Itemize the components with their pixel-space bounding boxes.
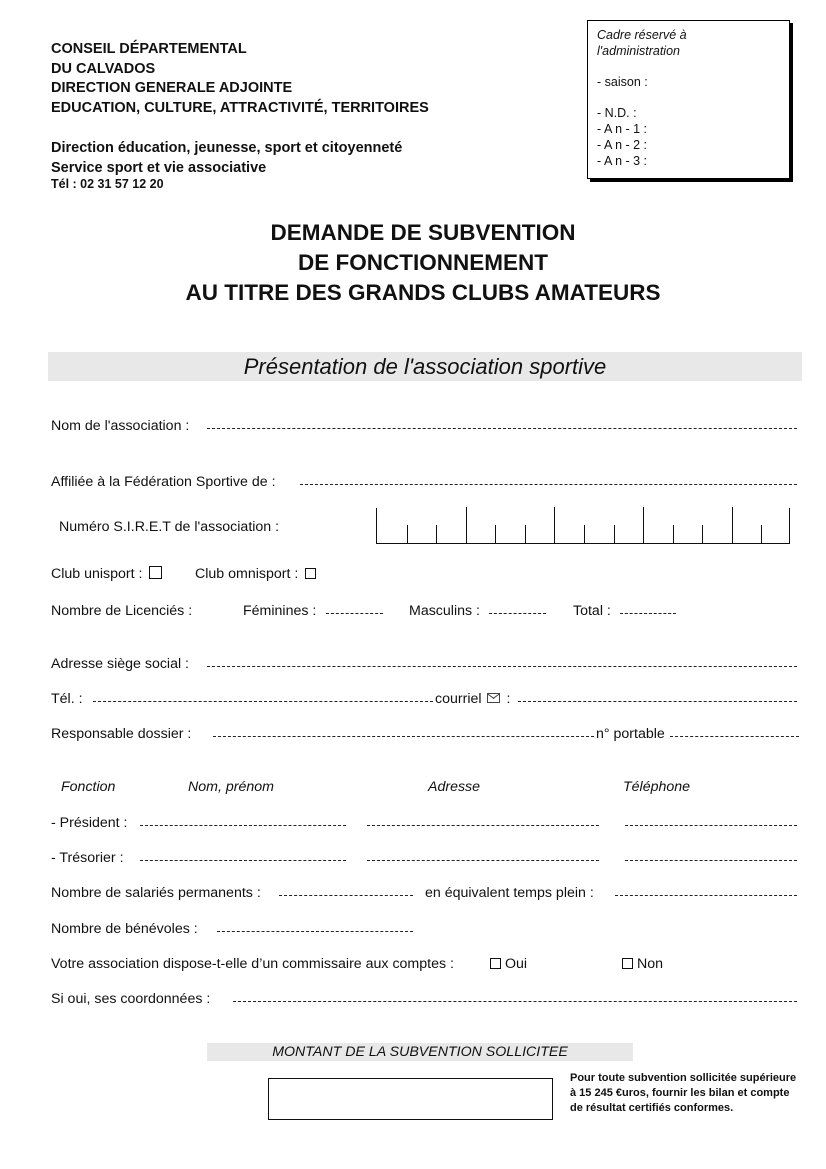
equivalent-field[interactable] xyxy=(615,895,797,896)
non-label: Non xyxy=(637,956,664,972)
siret-tick xyxy=(702,525,703,543)
responsable-field[interactable] xyxy=(213,736,594,737)
courriel-group xyxy=(435,690,510,708)
licencies-label: Nombre de Licenciés : xyxy=(51,603,193,619)
nom-association-field[interactable] xyxy=(207,428,797,429)
club-omnisport-checkbox[interactable] xyxy=(305,568,316,579)
direction-line-2: Service sport et vie associative xyxy=(51,159,267,176)
president-label: - Président : xyxy=(51,815,128,831)
tel-label: Tél. : xyxy=(51,691,83,707)
section-title: Présentation de l'association sportive xyxy=(243,354,607,379)
adresse-siege-label: Adresse siège social : xyxy=(51,656,190,672)
coordonnees-label: Si oui, ses coordonnées : xyxy=(51,991,211,1007)
siret-tick xyxy=(761,525,762,543)
benevoles-field[interactable] xyxy=(217,931,413,932)
amount-note: Pour toute subvention sollicitée supérieure à 15 245 €uros, fournir les bilan et compte de résultat certifiés conformes. xyxy=(570,1072,797,1114)
admin-reserved-box xyxy=(587,20,790,179)
equivalent-label: en équivalent temps plein : xyxy=(425,885,594,901)
courriel-label: courriel xyxy=(435,691,482,707)
form-title xyxy=(0,218,826,308)
non-checkbox[interactable] xyxy=(622,958,633,969)
affiliee-field[interactable] xyxy=(300,484,797,485)
tresorier-nom-field[interactable] xyxy=(140,860,346,861)
siret-tick xyxy=(673,525,674,543)
col-nom-prenom: Nom, prénom xyxy=(188,779,274,795)
org-line-3: DIRECTION GENERALE ADJOINTE xyxy=(51,80,293,96)
tresorier-label: - Trésorier : xyxy=(51,850,124,866)
salaries-label: Nombre de salariés permanents : xyxy=(51,885,261,901)
tel-field[interactable] xyxy=(93,701,433,702)
admin-an2: - A n - 2 : xyxy=(597,137,648,152)
club-unisport-label: Club unisport : xyxy=(51,566,143,582)
president-nom-field[interactable] xyxy=(140,825,346,826)
phone-header: Tél : 02 31 57 12 20 xyxy=(51,177,164,191)
coordonnees-field[interactable] xyxy=(233,1001,797,1002)
amount-title: MONTANT DE LA SUBVENTION SOLLICITEE xyxy=(272,1044,568,1060)
masculins-label: Masculins : xyxy=(409,603,480,619)
org-header xyxy=(51,40,429,118)
siret-tick xyxy=(643,507,644,543)
non-option xyxy=(622,955,663,973)
courriel-field[interactable] xyxy=(518,701,797,702)
siret-tick xyxy=(584,525,585,543)
portable-label: n° portable xyxy=(596,726,665,742)
feminines-label: Féminines : xyxy=(243,603,317,619)
col-adresse: Adresse xyxy=(428,779,481,795)
benevoles-label: Nombre de bénévoles : xyxy=(51,921,198,937)
siret-label: Numéro S.I.R.E.T de l'association : xyxy=(59,519,280,535)
admin-box-title-1: Cadre réservé à xyxy=(597,28,687,42)
admin-box-title-2: l'administration xyxy=(597,43,680,58)
col-fonction: Fonction xyxy=(61,779,116,795)
total-field[interactable] xyxy=(620,613,676,614)
direction-line-1: Direction éducation, jeunesse, sport et citoyenneté xyxy=(51,140,403,156)
adresse-siege-field[interactable] xyxy=(207,666,797,667)
amount-input-box[interactable] xyxy=(268,1078,553,1120)
total-label: Total : xyxy=(573,603,611,619)
form-title-line-1: DEMANDE DE SUBVENTION xyxy=(270,220,576,245)
tresorier-telephone-field[interactable] xyxy=(625,860,797,861)
portable-field[interactable] xyxy=(670,736,799,737)
president-adresse-field[interactable] xyxy=(367,825,599,826)
oui-checkbox[interactable] xyxy=(490,958,501,969)
siret-tick xyxy=(407,525,408,543)
form-title-line-3: AU TITRE DES GRANDS CLUBS AMATEURS xyxy=(185,280,661,305)
oui-label: Oui xyxy=(505,956,528,972)
affiliee-label: Affiliée à la Fédération Sportive de : xyxy=(51,474,276,490)
org-line-1: CONSEIL DÉPARTEMENTAL xyxy=(51,41,247,57)
admin-an1: - A n - 1 : xyxy=(597,122,648,137)
siret-tick xyxy=(495,525,496,543)
siret-tick xyxy=(525,525,526,543)
siret-tick xyxy=(614,525,615,543)
siret-tick xyxy=(554,507,555,543)
siret-field[interactable] xyxy=(376,508,790,544)
commissaire-label: Votre association dispose-t-elle d’un commissaire aux comptes : xyxy=(51,956,454,972)
col-telephone: Téléphone xyxy=(623,779,691,795)
siret-tick xyxy=(466,507,467,543)
masculins-field[interactable] xyxy=(489,613,546,614)
feminines-field[interactable] xyxy=(326,613,383,614)
salaries-field[interactable] xyxy=(279,895,413,896)
org-line-2: DU CALVADOS xyxy=(51,60,156,77)
envelope-icon xyxy=(487,693,500,703)
courriel-colon: : xyxy=(506,691,511,707)
admin-nd: - N.D. : xyxy=(597,106,637,121)
admin-saison: - saison : xyxy=(597,75,648,90)
president-telephone-field[interactable] xyxy=(625,825,797,826)
oui-option xyxy=(490,955,527,973)
responsable-label: Responsable dossier : xyxy=(51,726,192,742)
org-line-4: EDUCATION, CULTURE, ATTRACTIVITÉ, TERRITOIRES xyxy=(51,99,429,116)
siret-tick xyxy=(436,525,437,543)
nom-association-label: Nom de l'association : xyxy=(51,418,190,434)
admin-an3: - A n - 3 : xyxy=(597,153,648,168)
club-unisport-group xyxy=(51,565,162,583)
club-unisport-checkbox[interactable] xyxy=(149,566,162,579)
tresorier-adresse-field[interactable] xyxy=(367,860,599,861)
siret-tick xyxy=(732,507,733,543)
form-title-line-2: DE FONCTIONNEMENT xyxy=(298,250,548,275)
club-omnisport-group xyxy=(195,565,316,583)
club-omnisport-label: Club omnisport : xyxy=(195,566,299,582)
direction-header xyxy=(51,139,402,178)
